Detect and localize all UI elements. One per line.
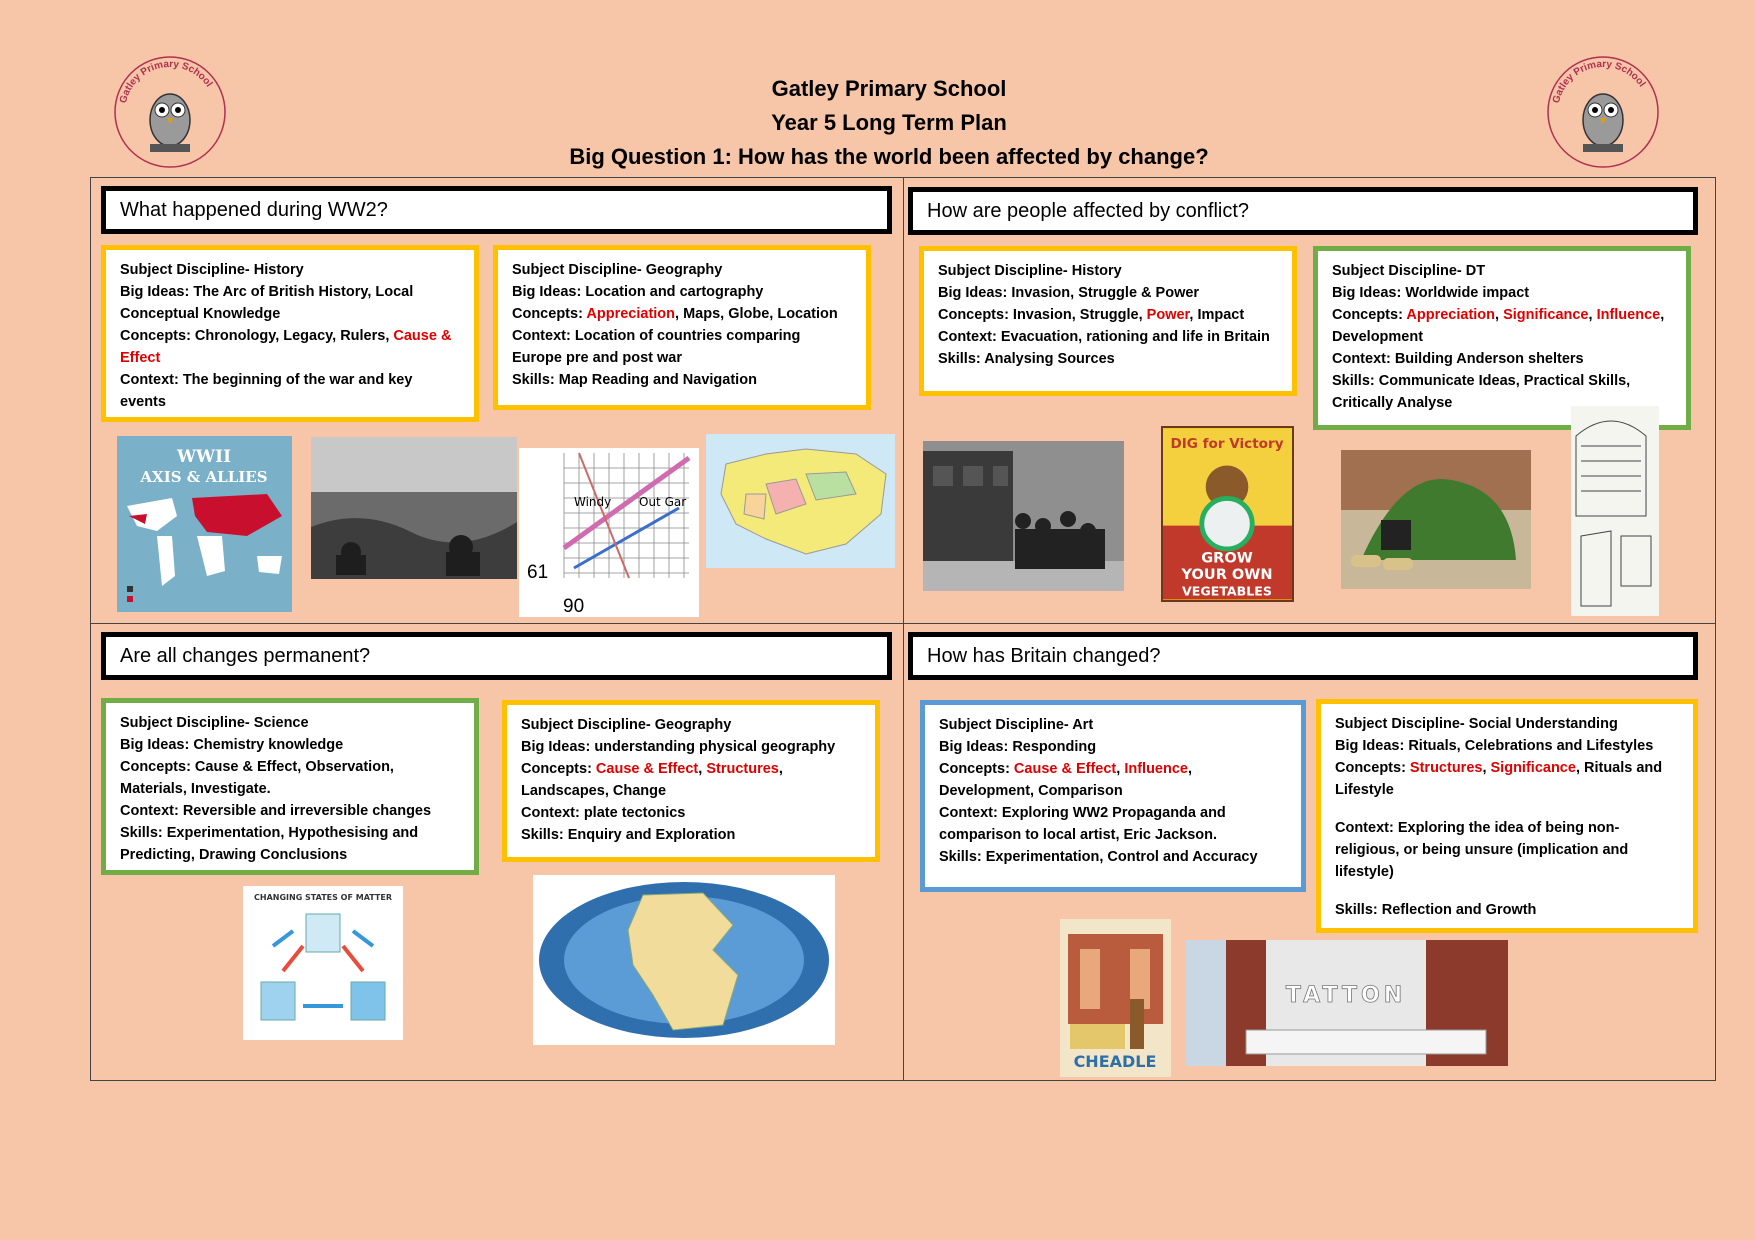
evacuation-train-photo <box>923 441 1124 591</box>
poster-text-1: GROW <box>1201 550 1253 567</box>
card-line: Skills: Experimentation, Control and Accuracy <box>939 849 1258 865</box>
card-line: Context: The beginning of the war and key <box>120 372 413 388</box>
page-header <box>400 72 1378 174</box>
card-text: , Maps, Globe, Location <box>675 306 838 322</box>
emphasis-text: Influence <box>1596 307 1661 323</box>
card-line: Context: Building Anderson shelters <box>1332 351 1584 367</box>
card-line: Big Ideas: Responding <box>939 739 1097 755</box>
card-line <box>512 303 852 325</box>
card-text: Concepts: <box>1335 760 1410 776</box>
question-britain: How has Britain changed? <box>908 632 1698 680</box>
card-text: Concepts: <box>512 306 587 322</box>
card-line: Landscapes, Change <box>521 783 667 799</box>
emphasis-text: Appreciation <box>1406 307 1496 323</box>
card-line: Lifestyle <box>1335 782 1394 798</box>
card-line: Subject Discipline- Geography <box>521 717 732 733</box>
card-line: Big Ideas: Chemistry knowledge <box>120 737 344 753</box>
emphasis-text: Structures <box>706 761 779 777</box>
states-title: CHANGING STATES OF MATTER <box>254 893 392 902</box>
emphasis-text: Effect <box>120 350 161 366</box>
big-question: Big Question 1: How has the world been affected by change? <box>569 144 1209 169</box>
tatton-label: TATTON <box>1285 983 1407 1008</box>
grid-word-2: Out Gar <box>639 495 687 509</box>
card-text: , <box>778 761 783 777</box>
grid-left <box>90 177 91 1080</box>
school-logo-right <box>1543 52 1663 172</box>
logo-ring-text: Gatley Primary School <box>117 58 215 105</box>
card-ww2-geography <box>493 245 871 410</box>
world-map-icon <box>127 494 282 586</box>
card-line: Critically Analyse <box>1332 395 1453 411</box>
normandy-landing-photo <box>311 437 517 579</box>
card-conflict-dt <box>1313 246 1691 430</box>
card-line: Europe pre and post war <box>512 350 682 366</box>
pangaea-map-image <box>533 875 835 1045</box>
emphasis-text: Cause & <box>393 328 452 344</box>
school-name: Gatley Primary School <box>771 76 1007 101</box>
card-line: Big Ideas: The Arc of British History, Local <box>120 284 414 300</box>
card-line: comparison to local artist, Eric Jackson. <box>939 827 1218 843</box>
card-line: Conceptual Knowledge <box>120 306 281 322</box>
poster-text-3: VEGETABLES <box>1182 583 1272 599</box>
grid-bottom <box>90 1080 1716 1081</box>
card-text: , Rituals and <box>1575 760 1663 776</box>
question-permanent: Are all changes permanent? <box>101 632 892 680</box>
logo-ring-text: Gatley Primary School <box>1550 58 1648 105</box>
tatton-building-photo <box>1186 940 1508 1066</box>
card-text: , Impact <box>1189 307 1245 323</box>
card-text: , <box>1482 760 1491 776</box>
card-line: Big Ideas: Rituals, Celebrations and Lifestyles <box>1335 738 1654 754</box>
card-line: Skills: Analysing Sources <box>938 351 1115 367</box>
card-line: Big Ideas: understanding physical geography <box>521 739 836 755</box>
europe-map-image <box>706 434 895 568</box>
cheadle-label: CHEADLE <box>1073 1052 1157 1071</box>
card-line <box>521 758 861 780</box>
owl-icon <box>1583 94 1623 152</box>
card-ww2-history <box>101 245 479 422</box>
card-line <box>120 325 460 347</box>
card-text: , <box>1116 761 1125 777</box>
card-line: Context: Evacuation, rationing and life in Britain <box>938 329 1270 345</box>
axis-allies-map-image <box>117 436 292 612</box>
question-conflict: How are people affected by conflict? <box>908 187 1698 235</box>
grid-label-90: 90 <box>563 596 585 617</box>
question-ww2: What happened during WW2? <box>101 186 892 234</box>
card-line: Subject Discipline- Art <box>939 717 1094 733</box>
card-line: Skills: Communicate Ideas, Practical Skills, <box>1332 373 1631 389</box>
card-line: Skills: Experimentation, Hypothesising and <box>120 825 419 841</box>
emphasis-text: Significance <box>1490 760 1576 776</box>
card-line: Subject Discipline- DT <box>1332 263 1486 279</box>
card-line: Big Ideas: Worldwide impact <box>1332 285 1530 301</box>
card-text: Concepts: Invasion, Struggle, <box>938 307 1147 323</box>
grid-word-1: Windy <box>574 495 612 509</box>
spacer <box>1335 883 1679 899</box>
card-line: Big Ideas: Invasion, Struggle & Power <box>938 285 1200 301</box>
emphasis-text: Significance <box>1503 307 1589 323</box>
card-text: , <box>1495 307 1504 323</box>
card-text: Concepts: Chronology, Legacy, Rulers, <box>120 328 394 344</box>
grid-map-image <box>519 448 699 617</box>
emphasis-text: Cause & Effect <box>1013 761 1117 777</box>
emphasis-text: Influence <box>1124 761 1188 777</box>
card-line: Context: Location of countries comparing <box>512 328 801 344</box>
anderson-shelter-photo <box>1341 450 1531 589</box>
card-changes-geography <box>502 700 880 862</box>
card-text: , <box>1660 307 1665 323</box>
card-line: lifestyle) <box>1335 864 1394 880</box>
axis-title-1: WWII <box>176 447 232 467</box>
card-text: , <box>698 761 707 777</box>
card-line <box>939 758 1287 780</box>
poster-text-2: YOUR OWN <box>1181 566 1273 583</box>
card-line: Subject Discipline- Social Understanding <box>1335 716 1618 732</box>
states-of-matter-image <box>243 886 403 1040</box>
emphasis-text: Appreciation <box>586 306 676 322</box>
card-line: Subject Discipline- History <box>120 262 304 278</box>
card-conflict-history <box>919 246 1297 396</box>
card-text: , <box>1187 761 1193 777</box>
emphasis-text: Structures <box>1409 760 1483 776</box>
grid-label-61: 61 <box>527 562 549 583</box>
card-britain-art <box>920 700 1306 892</box>
dig-for-victory-poster <box>1161 426 1294 602</box>
card-line: Subject Discipline- Geography <box>512 262 723 278</box>
card-line: Skills: Reflection and Growth <box>1335 902 1537 918</box>
grid-middle-v <box>903 177 904 1080</box>
card-britain-social <box>1316 699 1698 933</box>
card-text: Concepts: <box>521 761 596 777</box>
card-line: Context: Reversible and irreversible changes <box>120 803 432 819</box>
emphasis-text: Power <box>1146 307 1190 323</box>
card-changes-science <box>101 698 479 875</box>
card-text: , <box>1588 307 1597 323</box>
card-line: Development, Comparison <box>939 783 1123 799</box>
grid-right <box>1715 177 1716 1080</box>
card-line <box>938 304 1278 326</box>
card-line: events <box>120 394 166 410</box>
emphasis-text: Cause & Effect <box>595 761 699 777</box>
card-line: Skills: Map Reading and Navigation <box>512 372 757 388</box>
card-line: Subject Discipline- Science <box>120 715 309 731</box>
card-line <box>1335 757 1679 779</box>
card-line: Concepts: Cause & Effect, Observation, <box>120 759 394 775</box>
card-line: Big Ideas: Location and cartography <box>512 284 764 300</box>
card-line: Context: Exploring WW2 Propaganda and <box>939 805 1226 821</box>
school-logo-left <box>110 52 230 172</box>
card-text: Concepts: <box>1332 307 1407 323</box>
axis-title-2: AXIS & ALLIES <box>140 468 268 486</box>
owl-icon <box>150 94 190 152</box>
spacer <box>1335 801 1679 817</box>
card-line: Predicting, Drawing Conclusions <box>120 847 348 863</box>
card-line <box>1332 304 1672 326</box>
card-line: religious, or being unsure (implication and <box>1335 842 1629 858</box>
card-text: Concepts: <box>939 761 1014 777</box>
card-line: Context: plate tectonics <box>521 805 686 821</box>
cheadle-poster-image <box>1060 919 1171 1077</box>
card-line: Materials, Investigate. <box>120 781 271 797</box>
card-line: Skills: Enquiry and Exploration <box>521 827 736 843</box>
card-line: Context: Exploring the idea of being non- <box>1335 820 1620 836</box>
shelter-diagram-image <box>1571 406 1659 616</box>
card-line: Subject Discipline- History <box>938 263 1122 279</box>
plan-title: Year 5 Long Term Plan <box>771 110 1007 135</box>
card-line: Development <box>1332 329 1424 345</box>
poster-top-text: DIG for Victory <box>1170 436 1284 453</box>
